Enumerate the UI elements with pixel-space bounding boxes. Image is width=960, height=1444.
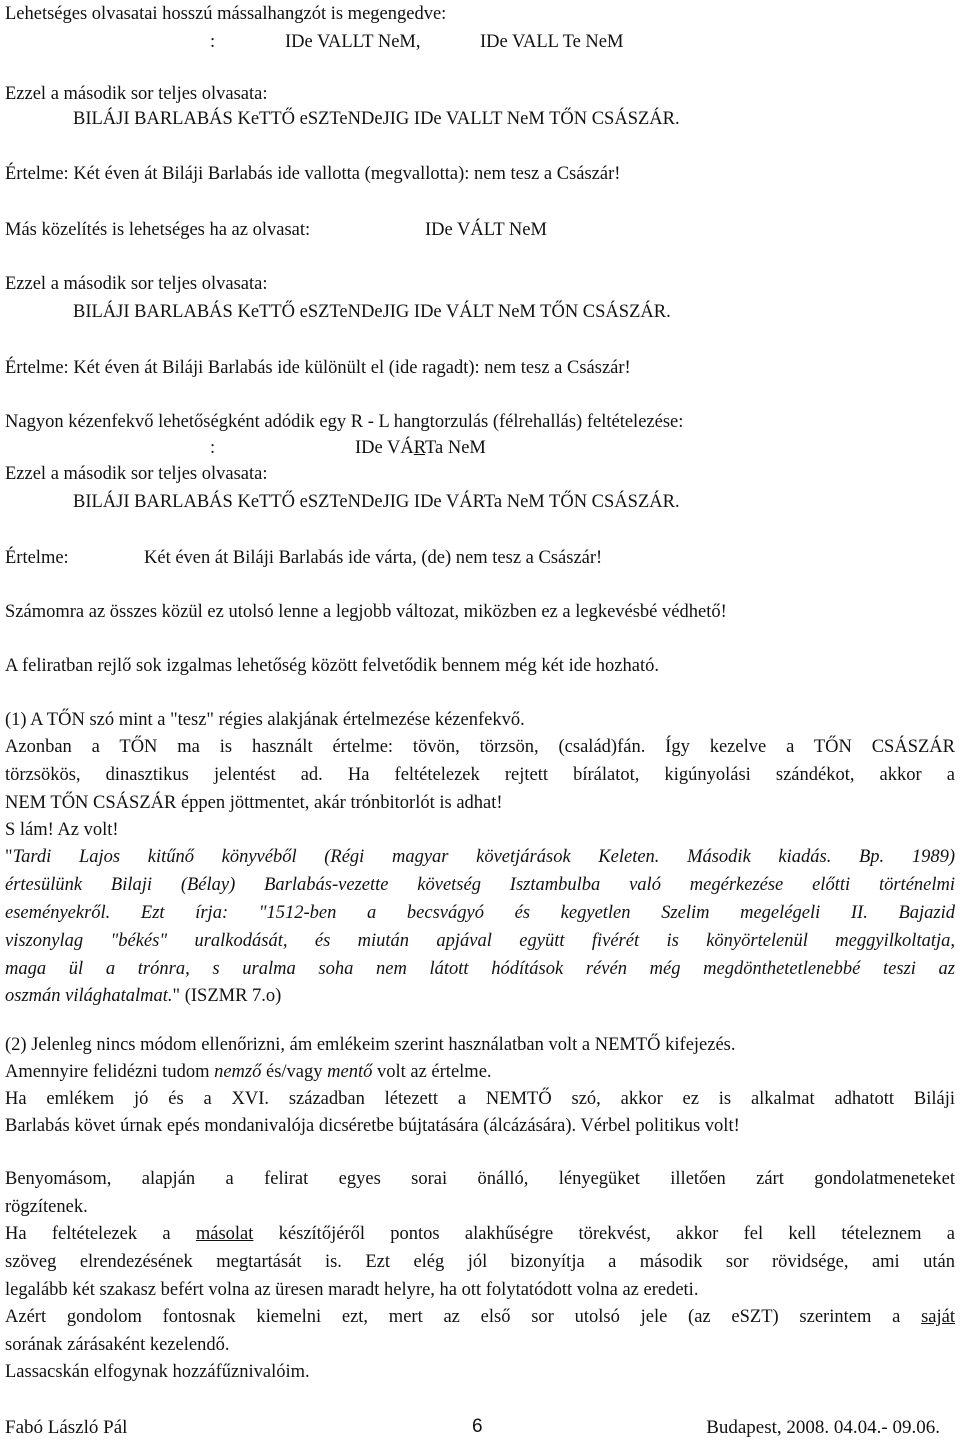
text-line: rögzítenek. (5, 1197, 88, 1217)
text-fragment: Értelme: (5, 548, 69, 568)
italic-word: nemző (214, 1062, 262, 1082)
text-line: Ha emlékem jó és a XVI. században létezett a NEMTŐ szó, akkor ez is alkalmat adhatott Biláji (5, 1089, 955, 1109)
text-line: szöveg elrendezésének megtartását is. Ezt elég jól bizonyítja a második sor rövidsége, ami után (5, 1252, 955, 1272)
text-fragment: : (210, 438, 216, 458)
text-line: Nagyon kézenfekvő lehetőségként adódik egy R - L hangtorzulás (félrehallás) feltételezése: (5, 412, 684, 432)
underlined-word: másolat (195, 1224, 254, 1244)
text-line: Ezzel a második sor teljes olvasata: (5, 464, 268, 484)
text-fragment: IDe VÁLT NeM (425, 220, 547, 240)
footer-page-number: 6 (472, 1416, 483, 1437)
text-fragment: " (5, 847, 13, 867)
text-line (5, 1222, 955, 1246)
text-fragment: Amennyire felidézni tudom (5, 1062, 215, 1082)
text-fragment: IDe VALL Te NeM (480, 32, 624, 52)
text-fragment: : (210, 32, 216, 52)
text-line: BILÁJI BARLABÁS KeTTŐ eSZTeNDeJIG IDe VÁLT NeM TŐN CSÁSZÁR. (73, 302, 671, 322)
underlined-word: saját (921, 1307, 955, 1327)
text-fragment: Két éven át Biláji Barlabás ide várta, (de) nem tesz a Császár! (144, 548, 603, 568)
text-line: maga ül a trónra, s uralma soha nem látott hódítások révén még megdönthetetlenebbé teszi az (5, 959, 955, 979)
text-fragment: IDe VALLT NeM, (285, 32, 421, 52)
text-line: Ezzel a második sor teljes olvasata: (5, 84, 268, 104)
text-line: A feliratban rejlő sok izgalmas lehetőség között felvetődik bennem még két ide hozható. (5, 656, 659, 676)
text-line: S lám! Az volt! (5, 820, 119, 840)
text-line: legalább két szakasz befért volna az üresen maradt helyre, ha ott folytatódott volna az eredeti. (5, 1280, 699, 1300)
text-line (5, 218, 547, 242)
text-fragment: " (ISZMR 7.o) (172, 986, 282, 1006)
text-fragment: készítőjéről pontos alakhűségre törekvést, akkor fel kell tételeznem a (253, 1224, 955, 1244)
footer-place-date: Budapest, 2008. 04.04.- 09.06. (706, 1417, 940, 1438)
text-line: Lassacskán elfogynak hozzáfűznivalóim. (5, 1362, 310, 1382)
text-line: Benyomásom, alapján a felirat egyes sorai önálló, lényegüket illetően zárt gondolatmeneteket (5, 1169, 955, 1189)
text-line: BILÁJI BARLABÁS KeTTŐ eSZTeNDeJIG IDe VÁRTa NeM TŐN CSÁSZÁR. (73, 492, 680, 512)
text-line: BILÁJI BARLABÁS KeTTŐ eSZTeNDeJIG IDe VALLT NeM TŐN CSÁSZÁR. (73, 109, 680, 129)
text-line: (1) A TŐN szó mint a "tesz" régies alakjának értelmezése kézenfekvő. (5, 710, 525, 730)
text-line (5, 546, 603, 570)
italic-quote: Tardi Lajos kitűnő könyvéből (Régi magyar követjárások Keleten. Második kiadás. Bp. 1989) (12, 847, 955, 867)
text-line: viszonylag "békés" uralkodását, és miután apjával együtt fivérét is könyörtelenül meggyilkoltatja, (5, 931, 955, 951)
text-line: eseményekről. Ezt írja: "1512-ben a becsvágyó és kegyetlen Szelim megelégeli II. Bajazid (5, 903, 955, 923)
text-line: (2) Jelenleg nincs módom ellenőrizni, ám emlékeim szerint használatban volt a NEMTŐ kifejezés. (5, 1035, 736, 1055)
text-line (5, 845, 955, 869)
text-fragment: Ha feltételezek a (5, 1224, 196, 1244)
italic-word: mentő (327, 1062, 373, 1082)
text-line (5, 1060, 492, 1084)
text-line: NEM TŐN CSÁSZÁR éppen jöttmentet, akár trónbitorlót is adhat! (5, 793, 503, 813)
footer-author: Fabó László Pál (5, 1417, 128, 1438)
text-line: Azonban a TŐN ma is használt értelme: tövön, törzsön, (család)fán. Így kezelve a TŐN CSÁSZÁR (5, 737, 955, 757)
text-line: Értelme: Két éven át Biláji Barlabás ide vallotta (megvallotta): nem tesz a Császár! (5, 164, 621, 184)
underlined-letter: R (413, 438, 425, 458)
text-line: értesülünk Bilaji (Bélay) Barlabás-vezette követség Isztambulba való megérkezése előtti történelmi (5, 875, 955, 895)
italic-quote: oszmán világhatalmat. (5, 986, 173, 1006)
text-line: sorának zárásaként kezelendő. (5, 1335, 230, 1355)
text-line: Lehetséges olvasatai hosszú mássalhangzót is megengedve: (5, 4, 447, 24)
text-line: törzsökös, dinasztikus jelentést ad. Ha feltételezek rejtett bírálatot, kigúnyolási szándékot, akkor a (5, 765, 955, 785)
text-fragment: és/vagy (261, 1062, 328, 1082)
text-fragment: Azért gondolom fontosnak kiemelni ezt, mert az első sor utolsó jele (az eSZT) szerintem a (5, 1307, 922, 1327)
text-fragment (355, 436, 486, 460)
text-line (5, 1305, 955, 1329)
text-line (5, 984, 281, 1008)
text-line: Ezzel a második sor teljes olvasata: (5, 274, 268, 294)
text-line: Barlabás követ úrnak epés mondanivalója dicséretbe bújtatására (álcázására). Vérbel politikus volt! (5, 1116, 740, 1136)
text-fragment: IDe VÁ (355, 438, 414, 458)
text-fragment: Más közelítés is lehetséges ha az olvasat: (5, 220, 311, 240)
text-line: Számomra az összes közül ez utolsó lenne a legjobb változat, miközben ez a legkevésbé védhető! (5, 602, 727, 622)
text-fragment: volt az értelme. (372, 1062, 492, 1082)
text-fragment: Ta NeM (424, 438, 486, 458)
text-line: Értelme: Két éven át Biláji Barlabás ide különült el (ide ragadt): nem tesz a Császár! (5, 358, 631, 378)
